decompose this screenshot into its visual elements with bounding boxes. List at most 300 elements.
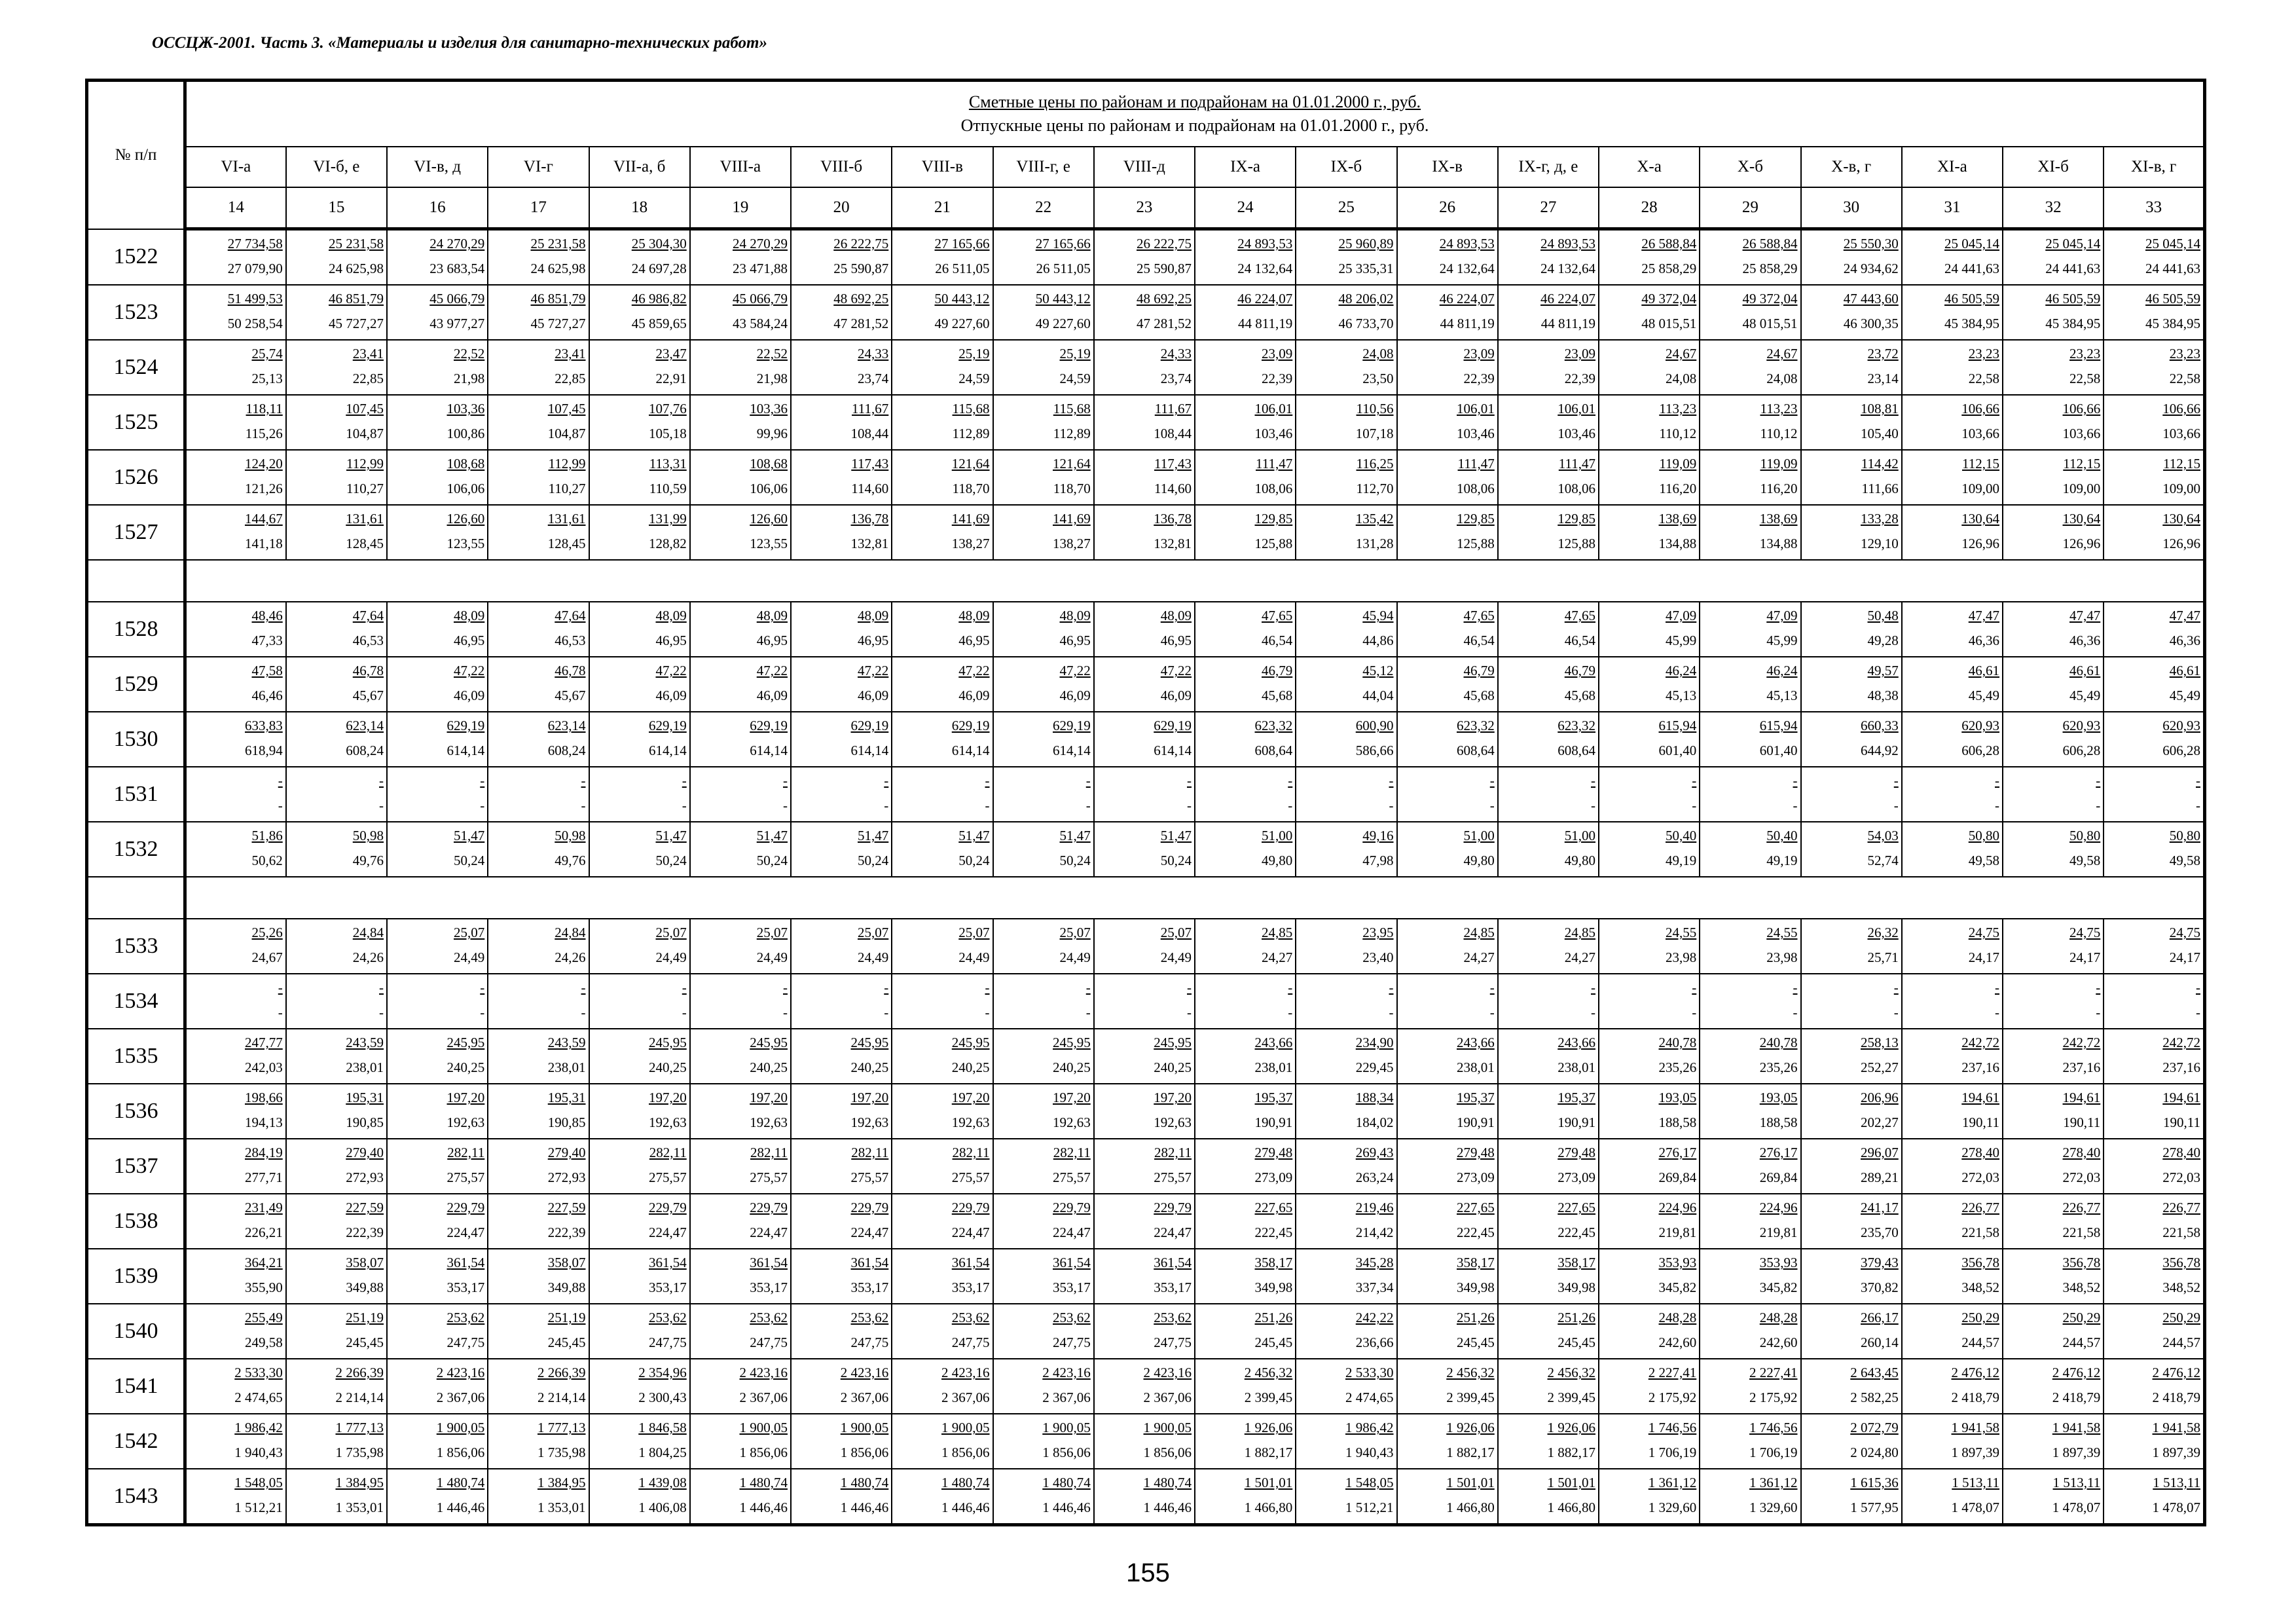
estimated-price: 282,11 xyxy=(1053,1145,1091,1160)
estimated-price: 46 851,79 xyxy=(329,291,384,306)
column-number: 25 xyxy=(1296,187,1396,229)
release-price: 601,40 xyxy=(1759,743,1798,758)
region-header: X-а xyxy=(1599,147,1700,187)
release-price: 45,49 xyxy=(2169,688,2200,703)
release-price: 24,17 xyxy=(2169,950,2200,965)
price-cell xyxy=(286,712,387,767)
price-cell xyxy=(1498,1249,1599,1304)
release-price: 222,45 xyxy=(1254,1225,1293,1240)
estimated-price: 23,41 xyxy=(555,346,586,361)
estimated-price: 195,31 xyxy=(346,1090,384,1105)
page-number: 155 xyxy=(1126,1559,1170,1587)
price-cell xyxy=(185,1469,286,1525)
estimated-price: - xyxy=(1187,773,1192,788)
price-cell xyxy=(1397,1084,1498,1139)
release-price: 353,17 xyxy=(850,1280,889,1295)
column-number: 31 xyxy=(1902,187,2003,229)
price-cell xyxy=(2003,450,2104,505)
price-cell xyxy=(286,1029,387,1084)
release-price: 131,28 xyxy=(1355,536,1394,551)
estimated-price: 1 480,74 xyxy=(436,1475,485,1490)
estimated-price: 106,66 xyxy=(1961,401,1999,416)
price-cell xyxy=(185,505,286,560)
release-price: - xyxy=(1085,798,1091,813)
release-price: 46,46 xyxy=(251,688,283,703)
release-price: 219,81 xyxy=(1759,1225,1798,1240)
release-price: - xyxy=(379,1005,384,1020)
estimated-price: 245,95 xyxy=(850,1035,889,1050)
price-cell xyxy=(1195,1084,1296,1139)
price-cell xyxy=(791,505,892,560)
estimated-price: 24,85 xyxy=(1262,925,1293,940)
release-price: 45 384,95 xyxy=(2045,316,2101,331)
release-price: 47 281,52 xyxy=(1137,316,1192,331)
release-price: 108,06 xyxy=(1457,481,1495,496)
estimated-price: 194,61 xyxy=(2162,1090,2200,1105)
estimated-price: 195,37 xyxy=(1254,1090,1293,1105)
release-price: 219,81 xyxy=(1658,1225,1697,1240)
release-price: - xyxy=(884,798,889,813)
estimated-price: - xyxy=(1692,773,1697,788)
row-number: 1534 xyxy=(87,974,185,1029)
price-cell xyxy=(892,602,993,657)
price-cell xyxy=(1599,1029,1700,1084)
estimated-price: 243,66 xyxy=(1558,1035,1595,1050)
release-price: 22,85 xyxy=(555,371,586,386)
estimated-price: 278,40 xyxy=(1961,1145,1999,1160)
release-price: 1 353,01 xyxy=(335,1500,384,1515)
release-price: 125,88 xyxy=(1558,536,1595,551)
price-caption xyxy=(185,81,2205,147)
estimated-price: 46,78 xyxy=(352,663,384,678)
estimated-price: - xyxy=(581,980,586,995)
price-cell xyxy=(1498,1359,1599,1414)
price-cell xyxy=(1700,1249,1800,1304)
release-price: 272,93 xyxy=(547,1170,586,1185)
price-cell xyxy=(1801,822,1902,877)
release-price: 46,36 xyxy=(2169,633,2200,648)
price-cell xyxy=(1700,1359,1800,1414)
estimated-price: 1 480,74 xyxy=(840,1475,889,1490)
release-price: - xyxy=(278,798,283,813)
estimated-price: 353,93 xyxy=(1759,1255,1798,1270)
estimated-price: 623,14 xyxy=(547,718,586,733)
estimated-price: 47,22 xyxy=(756,663,788,678)
release-price: 194,13 xyxy=(245,1115,283,1130)
price-cell xyxy=(1296,1359,1396,1414)
release-price: 24,27 xyxy=(1262,950,1293,965)
estimated-price: 24,08 xyxy=(1362,346,1394,361)
price-cell xyxy=(387,1469,488,1525)
price-cell xyxy=(488,1139,589,1194)
price-cell xyxy=(1195,229,1296,286)
release-price: 46,53 xyxy=(352,633,384,648)
release-price: 242,03 xyxy=(245,1060,283,1075)
price-cell xyxy=(1498,1084,1599,1139)
estimated-price: 197,20 xyxy=(850,1090,889,1105)
release-price: 24 934,62 xyxy=(1843,261,1899,276)
release-price: 190,11 xyxy=(2163,1115,2200,1130)
release-price: 22,39 xyxy=(1463,371,1495,386)
region-header: VI-в, д xyxy=(387,147,488,187)
release-price: 24,26 xyxy=(352,950,384,965)
estimated-price: 282,11 xyxy=(1154,1145,1192,1160)
release-price: 1 897,39 xyxy=(2052,1445,2101,1460)
estimated-price: 135,42 xyxy=(1355,511,1394,526)
release-price: 46,09 xyxy=(655,688,687,703)
estimated-price: 2 423,16 xyxy=(1143,1365,1192,1380)
estimated-price: 629,19 xyxy=(951,718,990,733)
estimated-price: 240,78 xyxy=(1759,1035,1798,1050)
price-cell xyxy=(286,974,387,1029)
price-cell xyxy=(1902,974,2003,1029)
estimated-price: 629,19 xyxy=(1154,718,1192,733)
price-cell xyxy=(1498,1139,1599,1194)
price-cell xyxy=(1902,657,2003,712)
price-cell xyxy=(1296,822,1396,877)
price-cell xyxy=(791,229,892,286)
price-cell xyxy=(892,1359,993,1414)
price-cell xyxy=(1599,450,1700,505)
release-price: 22,58 xyxy=(2069,371,2101,386)
price-cell xyxy=(1397,767,1498,822)
estimated-price: - xyxy=(1389,773,1394,788)
price-cell xyxy=(892,1084,993,1139)
release-price: 249,58 xyxy=(245,1335,283,1350)
estimated-price: 253,62 xyxy=(1053,1310,1091,1325)
price-cell xyxy=(1094,1084,1195,1139)
region-header: VIII-д xyxy=(1094,147,1195,187)
price-cell xyxy=(589,1084,690,1139)
price-cell xyxy=(286,340,387,395)
row-number: 1538 xyxy=(87,1194,185,1249)
release-price: 1 882,17 xyxy=(1446,1445,1495,1460)
price-cell xyxy=(286,657,387,712)
table-row xyxy=(87,229,2205,286)
price-cell xyxy=(2003,602,2104,657)
column-number: 23 xyxy=(1094,187,1195,229)
estimated-price: 358,17 xyxy=(1457,1255,1495,1270)
region-header: VIII-а xyxy=(690,147,791,187)
price-cell xyxy=(1599,767,1700,822)
release-price: 134,88 xyxy=(1658,536,1697,551)
estimated-price: 1 480,74 xyxy=(739,1475,788,1490)
estimated-price: 2 423,16 xyxy=(1042,1365,1091,1380)
estimated-price: 258,13 xyxy=(1861,1035,1899,1050)
release-price: 47,33 xyxy=(251,633,283,648)
price-cell xyxy=(2104,602,2204,657)
estimated-price: 27 734,58 xyxy=(227,236,283,251)
price-cell xyxy=(589,919,690,974)
release-price: 24 132,64 xyxy=(1237,261,1293,276)
estimated-price: 121,64 xyxy=(1053,456,1091,471)
estimated-price: - xyxy=(379,773,384,788)
price-cell xyxy=(1902,1084,2003,1139)
row-number: 1537 xyxy=(87,1139,185,1194)
price-cell xyxy=(1902,285,2003,340)
estimated-price: 130,64 xyxy=(2162,511,2200,526)
price-cell xyxy=(387,229,488,286)
table-row xyxy=(87,285,2205,340)
price-cell xyxy=(1296,1469,1396,1525)
estimated-price: 50 443,12 xyxy=(1035,291,1091,306)
price-cell xyxy=(589,822,690,877)
release-price: 128,82 xyxy=(649,536,687,551)
estimated-price: 49,57 xyxy=(1867,663,1899,678)
price-cell xyxy=(185,657,286,712)
region-header: VI-а xyxy=(185,147,286,187)
estimated-price: 141,69 xyxy=(951,511,990,526)
price-cell xyxy=(2003,767,2104,822)
price-cell xyxy=(2104,1084,2204,1139)
release-price: 110,12 xyxy=(1659,426,1697,441)
price-cell xyxy=(791,712,892,767)
estimated-price: 111,67 xyxy=(1154,401,1192,416)
estimated-price: 279,40 xyxy=(346,1145,384,1160)
price-cell xyxy=(690,1249,791,1304)
price-cell xyxy=(1700,712,1800,767)
price-cell xyxy=(185,822,286,877)
estimated-price: - xyxy=(1793,980,1798,995)
release-price: 125,88 xyxy=(1457,536,1495,551)
price-cell xyxy=(589,395,690,450)
estimated-price: 25 045,14 xyxy=(2145,236,2200,251)
estimated-price: 131,61 xyxy=(346,511,384,526)
price-cell xyxy=(1700,1139,1800,1194)
estimated-price: 126,60 xyxy=(750,511,788,526)
price-cell xyxy=(892,285,993,340)
release-price: 45,49 xyxy=(2069,688,2101,703)
estimated-price: 229,79 xyxy=(850,1200,889,1215)
price-cell xyxy=(892,340,993,395)
price-cell xyxy=(387,1359,488,1414)
region-header: X-б xyxy=(1700,147,1800,187)
estimated-price: 279,48 xyxy=(1558,1145,1595,1160)
estimated-price: 51,47 xyxy=(756,828,788,843)
price-cell xyxy=(892,1414,993,1469)
price-cell xyxy=(1296,657,1396,712)
estimated-price: 1 941,58 xyxy=(2052,1420,2101,1435)
price-cell xyxy=(1599,340,1700,395)
estimated-price: 266,17 xyxy=(1861,1310,1899,1325)
price-cell xyxy=(2003,1249,2104,1304)
estimated-price: 361,54 xyxy=(850,1255,889,1270)
estimated-price: 296,07 xyxy=(1861,1145,1899,1160)
price-cell xyxy=(1195,340,1296,395)
estimated-price: 106,01 xyxy=(1457,401,1495,416)
estimated-price: 251,19 xyxy=(547,1310,586,1325)
release-price: 50,24 xyxy=(1059,853,1091,868)
release-price: 245,45 xyxy=(1558,1335,1595,1350)
estimated-price: 24,75 xyxy=(2069,925,2101,940)
release-price: 224,47 xyxy=(951,1225,990,1240)
price-cell xyxy=(1498,1469,1599,1525)
estimated-price: 219,46 xyxy=(1355,1200,1394,1215)
estimated-price: - xyxy=(1893,773,1899,788)
release-price: 2 300,43 xyxy=(638,1390,687,1405)
row-number: 1524 xyxy=(87,340,185,395)
release-price: 2 367,06 xyxy=(941,1390,990,1405)
release-price: 1 856,06 xyxy=(941,1445,990,1460)
price-cell xyxy=(1599,602,1700,657)
estimated-price: 50,80 xyxy=(2069,828,2101,843)
release-price: 349,88 xyxy=(547,1280,586,1295)
estimated-price: 198,66 xyxy=(245,1090,283,1105)
price-cell xyxy=(1094,919,1195,974)
price-cell xyxy=(1700,1469,1800,1525)
price-cell xyxy=(185,340,286,395)
estimated-price: 47 443,60 xyxy=(1843,291,1899,306)
price-cell xyxy=(892,1469,993,1525)
release-price: 49,19 xyxy=(1766,853,1798,868)
price-cell xyxy=(690,974,791,1029)
estimated-price: 2 266,39 xyxy=(538,1365,586,1380)
price-cell xyxy=(1296,285,1396,340)
estimated-price: 45 066,79 xyxy=(429,291,485,306)
estimated-price: 116,25 xyxy=(1356,456,1394,471)
release-price: 192,63 xyxy=(649,1115,687,1130)
column-number: 26 xyxy=(1397,187,1498,229)
estimated-price: 1 361,12 xyxy=(1648,1475,1697,1490)
price-cell xyxy=(488,919,589,974)
estimated-price: 242,72 xyxy=(1961,1035,1999,1050)
estimated-price: 623,14 xyxy=(346,718,384,733)
release-price: 247,75 xyxy=(1053,1335,1091,1350)
price-cell xyxy=(589,505,690,560)
estimated-price: 50,80 xyxy=(2169,828,2200,843)
release-price: 45,13 xyxy=(1766,688,1798,703)
price-cell xyxy=(1296,450,1396,505)
release-price: 44,04 xyxy=(1362,688,1394,703)
estimated-price: 129,85 xyxy=(1254,511,1293,526)
estimated-price: 103,36 xyxy=(750,401,788,416)
price-cell xyxy=(2104,505,2204,560)
estimated-price: 26 222,75 xyxy=(833,236,889,251)
estimated-price: 106,66 xyxy=(2062,401,2101,416)
release-price: 269,84 xyxy=(1759,1170,1798,1185)
price-cell xyxy=(1599,1084,1700,1139)
estimated-price: 51,47 xyxy=(958,828,990,843)
estimated-price: 227,59 xyxy=(346,1200,384,1215)
price-cell xyxy=(2104,1414,2204,1469)
column-number: 29 xyxy=(1700,187,1800,229)
estimated-price: 1 926,06 xyxy=(1446,1420,1495,1435)
release-price: 24 697,28 xyxy=(631,261,687,276)
price-cell xyxy=(286,1469,387,1525)
price-cell xyxy=(1599,712,1700,767)
price-cell xyxy=(589,602,690,657)
release-price: 2 474,65 xyxy=(234,1390,283,1405)
release-price: 275,57 xyxy=(1053,1170,1091,1185)
estimated-price: 138,69 xyxy=(1759,511,1798,526)
release-price: 188,58 xyxy=(1759,1115,1798,1130)
price-cell xyxy=(488,712,589,767)
price-cell xyxy=(1296,712,1396,767)
estimated-price: 25,07 xyxy=(858,925,889,940)
price-cell xyxy=(993,1359,1094,1414)
estimated-price: 112,99 xyxy=(548,456,586,471)
estimated-price: 279,40 xyxy=(547,1145,586,1160)
row-number: 1532 xyxy=(87,822,185,877)
estimated-price: 25 550,30 xyxy=(1843,236,1899,251)
release-price: 2 175,92 xyxy=(1648,1390,1697,1405)
estimated-price: 1 384,95 xyxy=(335,1475,384,1490)
price-cell xyxy=(589,712,690,767)
release-price: 45,99 xyxy=(1766,633,1798,648)
estimated-price: 112,99 xyxy=(346,456,384,471)
price-cell xyxy=(2104,1249,2204,1304)
price-cell xyxy=(488,1249,589,1304)
estimated-price: 25,19 xyxy=(1059,346,1091,361)
price-cell xyxy=(2104,1359,2204,1414)
row-number: 1539 xyxy=(87,1249,185,1304)
release-price: 24 625,98 xyxy=(329,261,384,276)
release-price: 48 015,51 xyxy=(1641,316,1697,331)
section-separator-row xyxy=(87,560,2205,602)
release-price: 50 258,54 xyxy=(227,316,283,331)
release-price: 111,66 xyxy=(1861,481,1899,496)
release-price: 240,25 xyxy=(649,1060,687,1075)
release-price: 22,91 xyxy=(655,371,687,386)
estimated-price: - xyxy=(1692,980,1697,995)
estimated-price: 113,23 xyxy=(1760,401,1798,416)
estimated-price: 1 361,12 xyxy=(1749,1475,1798,1490)
price-cell xyxy=(1801,1249,1902,1304)
estimated-price: 279,48 xyxy=(1457,1145,1495,1160)
price-cell xyxy=(2104,1304,2204,1359)
column-number-row xyxy=(87,187,2205,229)
estimated-price: 600,90 xyxy=(1355,718,1394,733)
price-cell xyxy=(2003,505,2104,560)
release-price: 46,09 xyxy=(858,688,889,703)
release-price: 115,26 xyxy=(245,426,283,441)
estimated-price: 25 045,14 xyxy=(1944,236,1999,251)
region-header: XI-а xyxy=(1902,147,2003,187)
estimated-price: 50,40 xyxy=(1766,828,1798,843)
estimated-price: 242,72 xyxy=(2062,1035,2101,1050)
estimated-price: - xyxy=(1187,980,1192,995)
price-cell xyxy=(2003,1194,2104,1249)
price-cell xyxy=(791,450,892,505)
price-cell xyxy=(1801,395,1902,450)
release-price: - xyxy=(1995,798,1999,813)
estimated-price: 2 476,12 xyxy=(2052,1365,2101,1380)
price-cell xyxy=(1094,1469,1195,1525)
release-price: 192,63 xyxy=(750,1115,788,1130)
release-price: - xyxy=(581,798,586,813)
estimated-price: 1 501,01 xyxy=(1244,1475,1293,1490)
price-cell xyxy=(1397,1359,1498,1414)
price-cell xyxy=(1700,285,1800,340)
release-price: 1 466,80 xyxy=(1244,1500,1293,1515)
price-cell xyxy=(1700,974,1800,1029)
estimated-price: 47,65 xyxy=(1262,608,1293,623)
price-cell xyxy=(1195,1139,1296,1194)
price-cell xyxy=(2003,974,2104,1029)
estimated-price: 282,11 xyxy=(447,1145,485,1160)
estimated-price: 47,22 xyxy=(1059,663,1091,678)
price-cell xyxy=(1094,1414,1195,1469)
estimated-price: - xyxy=(682,980,687,995)
row-number: 1528 xyxy=(87,602,185,657)
estimated-price: - xyxy=(581,773,586,788)
release-price: 190,91 xyxy=(1254,1115,1293,1130)
price-cell xyxy=(1700,1194,1800,1249)
estimated-price: 245,95 xyxy=(1154,1035,1192,1050)
release-price: 238,01 xyxy=(1558,1060,1595,1075)
row-number: 1529 xyxy=(87,657,185,712)
price-cell xyxy=(1397,1194,1498,1249)
